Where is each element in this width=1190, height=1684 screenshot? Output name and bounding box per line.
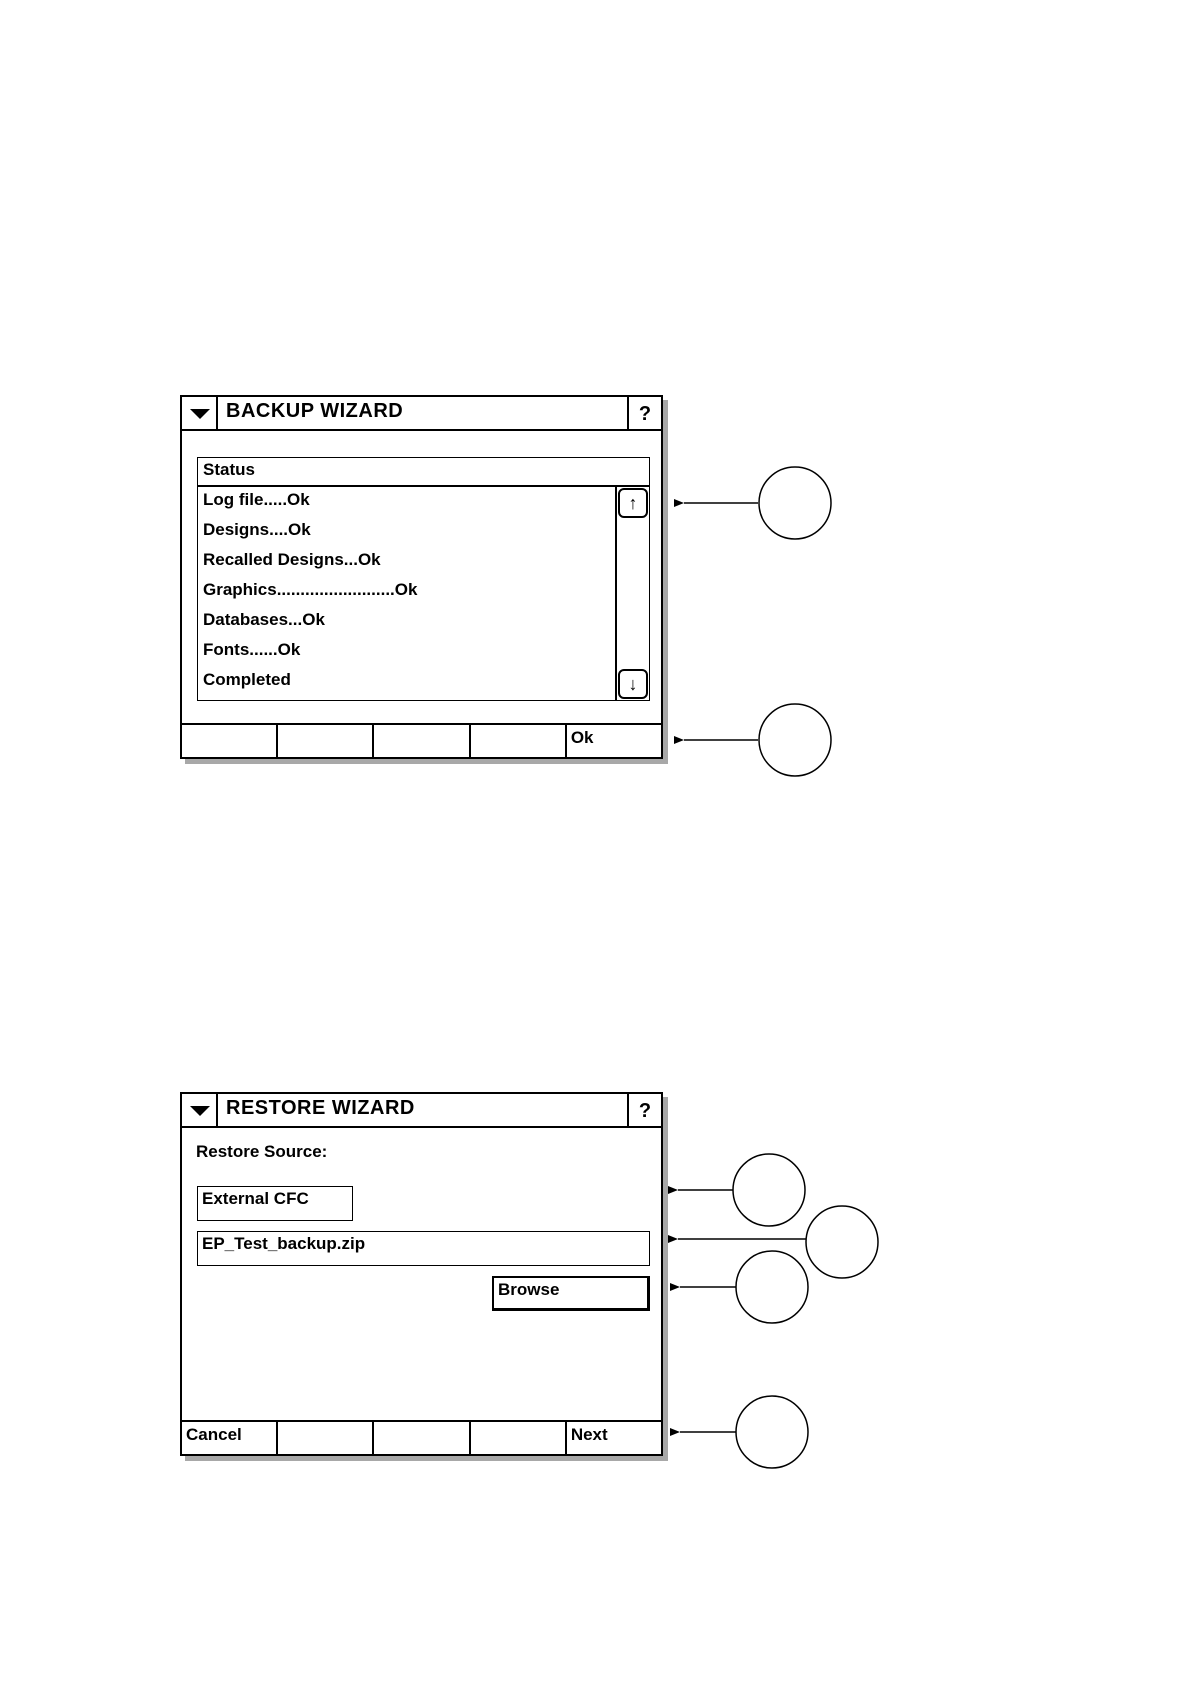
- cancel-button[interactable]: Cancel: [182, 1422, 278, 1454]
- dropdown-menu-icon[interactable]: [182, 397, 218, 429]
- status-list: [197, 457, 650, 701]
- callout-status-list: [684, 467, 831, 539]
- dropdown-menu-icon[interactable]: [182, 1094, 218, 1126]
- callout-softkeys-restore: [680, 1396, 808, 1468]
- restore-source-select[interactable]: External CFC: [197, 1186, 353, 1221]
- scroll-down-arrow-icon[interactable]: ↓: [618, 669, 648, 699]
- softkey-2[interactable]: [278, 1422, 374, 1454]
- status-row: Fonts......Ok: [203, 640, 301, 659]
- softkey-bar: [182, 1420, 661, 1454]
- backup-wizard-window: [180, 395, 663, 759]
- restore-source-label: Restore Source:: [196, 1142, 328, 1161]
- help-button[interactable]: ?: [627, 1094, 661, 1126]
- restore-wizard-window: [180, 1092, 663, 1456]
- status-header: Status: [198, 458, 649, 487]
- scrollbar[interactable]: [615, 487, 649, 700]
- callout-softkeys-backup: [684, 704, 831, 776]
- softkey-bar: [182, 723, 661, 757]
- softkey-4[interactable]: [471, 1422, 567, 1454]
- window-title: BACKUP WIZARD: [226, 400, 404, 422]
- callout-browse: [680, 1251, 808, 1323]
- title-bar: [182, 397, 661, 431]
- softkey-3[interactable]: [374, 1422, 470, 1454]
- status-row: Log file.....Ok: [203, 490, 310, 509]
- callout-restore-source: [678, 1154, 805, 1226]
- title-bar: [182, 1094, 661, 1128]
- browse-button[interactable]: Browse: [492, 1276, 650, 1311]
- softkey-4[interactable]: [471, 725, 567, 757]
- help-button[interactable]: ?: [627, 397, 661, 429]
- scroll-up-arrow-icon[interactable]: ↑: [618, 488, 648, 518]
- status-row: Recalled Designs...Ok: [203, 550, 381, 569]
- softkey-1[interactable]: [182, 725, 278, 757]
- status-row: Designs....Ok: [203, 520, 311, 539]
- status-row: Completed: [203, 670, 291, 689]
- softkey-2[interactable]: [278, 725, 374, 757]
- status-row: Databases...Ok: [203, 610, 325, 629]
- next-button[interactable]: Next: [570, 1425, 608, 1444]
- ok-button[interactable]: Ok: [570, 728, 594, 747]
- status-row: Graphics.........................Ok: [203, 580, 418, 599]
- callout-file-field: [678, 1206, 878, 1278]
- softkey-3[interactable]: [374, 725, 470, 757]
- backup-file-field[interactable]: EP_Test_backup.zip: [197, 1231, 650, 1266]
- window-title: RESTORE WIZARD: [226, 1097, 415, 1119]
